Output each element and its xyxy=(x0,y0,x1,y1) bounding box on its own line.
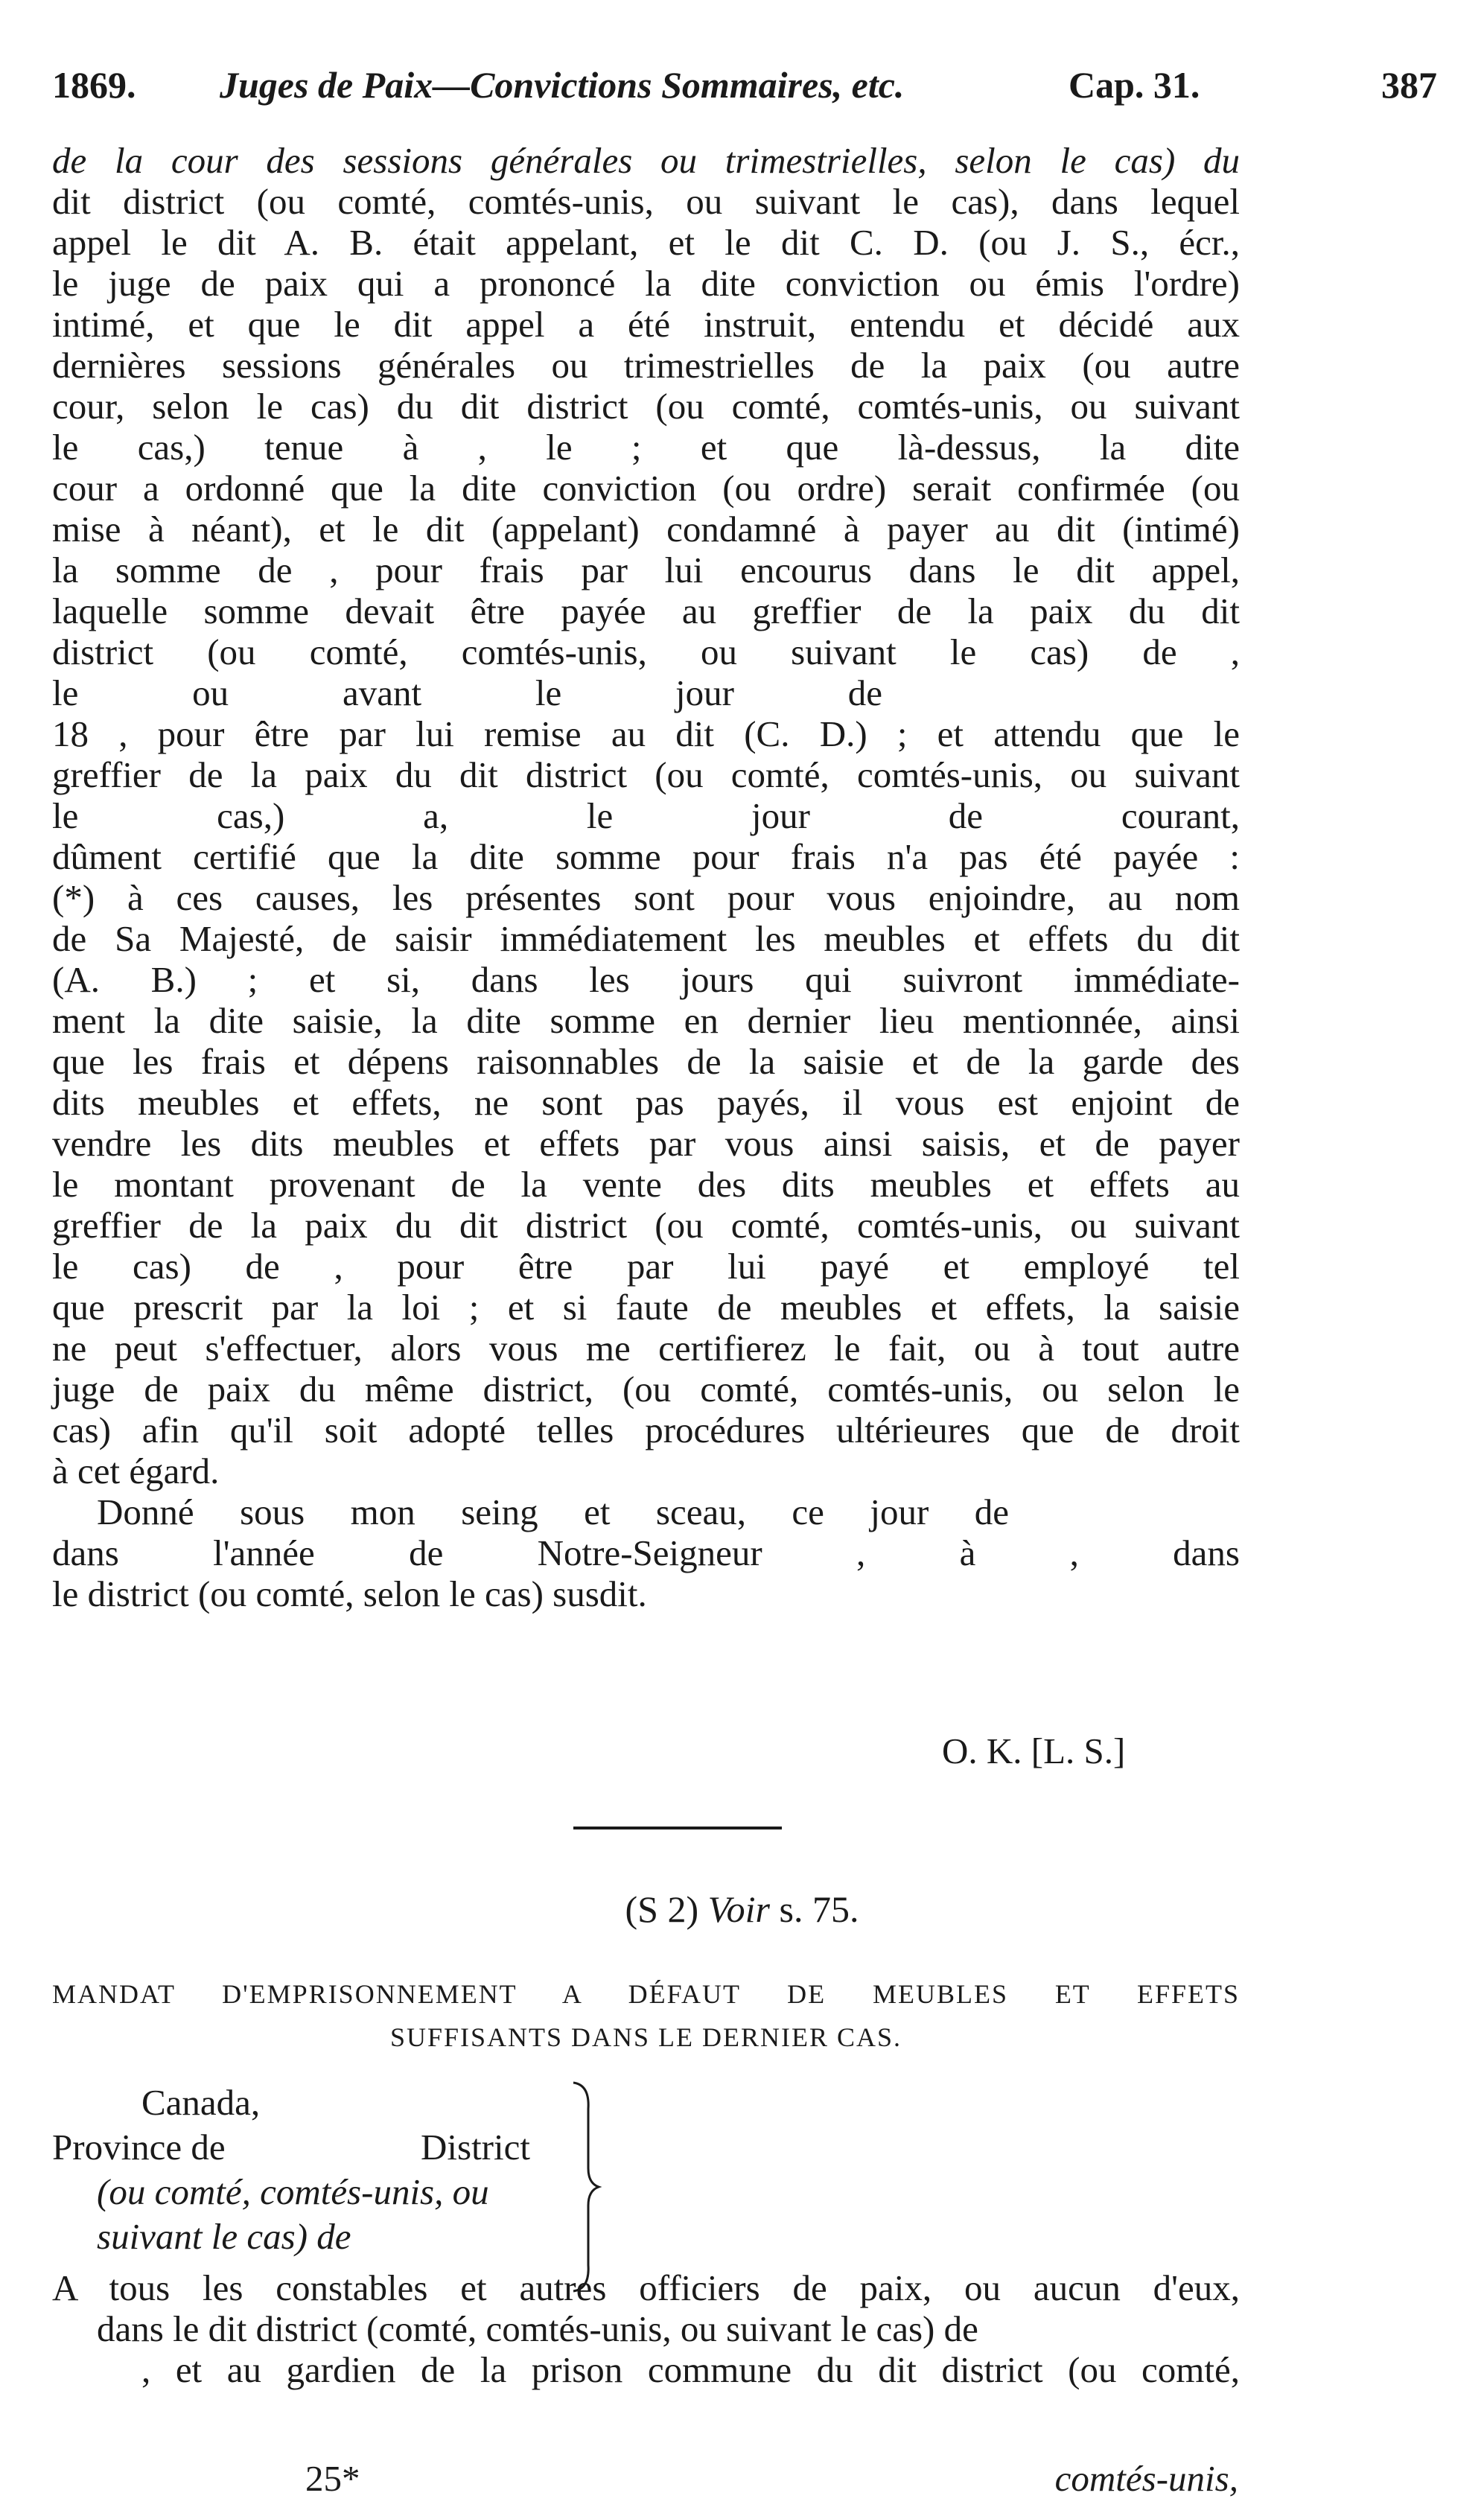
body-line: la somme de , pour frais par lui encourus dans le dit appel, xyxy=(52,550,1240,590)
form-title-line-1: MANDAT D'EMPRISONNEMENT A DÉFAUT DE MEUBLES ET EFFETS xyxy=(52,1979,1240,2009)
body-line: greffier de la paix du dit district (ou comté, comtés-unis, ou suivant xyxy=(52,754,1240,795)
body-line: le district (ou comté, selon le cas) susdit. xyxy=(52,1573,647,1614)
body-line: mise à néant), et le dit (appelant) condamné à payer au dit (intimé) xyxy=(52,509,1240,550)
body-line: ne peut s'effectuer, alors vous me certifierez le fait, ou à tout autre xyxy=(52,1328,1240,1369)
body-line: cas) afin qu'il soit adopté telles procédures ultérieures que de droit xyxy=(52,1410,1240,1450)
body-line: dits meubles et effets, ne sont pas payés, il vous est enjoint de xyxy=(52,1082,1240,1123)
body-line: Donné sous mon seing et sceau, ce jour de xyxy=(97,1491,1009,1532)
body-line: (A. B.) ; et si, dans les jours qui suivront immédiate- xyxy=(52,959,1240,1000)
body-line: à cet égard. xyxy=(52,1450,220,1491)
curly-brace-icon xyxy=(566,2079,611,2295)
body-line: appel le dit A. B. était appelant, et le dit C. D. (ou J. S., écr., xyxy=(52,222,1240,263)
location-ou-line: (ou comté, comtés-unis, ou xyxy=(97,2171,489,2212)
body-line: que les frais et dépens raisonnables de la saisie et de la garde des xyxy=(52,1041,1240,1082)
page-number: 387 xyxy=(1381,64,1437,106)
body-line: cour a ordonné que la dite conviction (ou ordre) serait confirmée (ou xyxy=(52,468,1240,509)
signature-mark: 25* xyxy=(305,2458,360,2499)
body-line: de la cour des sessions générales ou trimestrielles, selon le cas) du xyxy=(52,140,1240,181)
body-line: greffier de la paix du dit district (ou comté, comtés-unis, ou suivant xyxy=(52,1205,1240,1246)
body-line: dernières sessions générales ou trimestrielles de la paix (ou autre xyxy=(52,345,1240,386)
section-ref-voir: Voir xyxy=(707,1888,770,1930)
body-line: de Sa Majesté, de saisir immédiatement les meubles et effets du dit xyxy=(52,918,1240,959)
address-line: A tous les constables et autres officiers de paix, ou aucun d'eux, xyxy=(52,2267,1240,2308)
body-line: ment la dite saisie, la dite somme en dernier lieu mentionnée, ainsi xyxy=(52,1000,1240,1041)
body-line: dûment certifié que la dite somme pour frais n'a pas été payée : xyxy=(52,836,1240,877)
body-line: le cas,) tenue à , le ; et que là-dessus, la dite xyxy=(52,427,1240,468)
body-line: district (ou comté, comtés-unis, ou suivant le cas) de , xyxy=(52,631,1240,672)
body-line: le cas) de , pour être par lui payé et employé tel xyxy=(52,1246,1240,1287)
body-line: (*) à ces causes, les présentes sont pour vous enjoindre, au nom xyxy=(52,877,1240,918)
header-chapter: Cap. 31. xyxy=(1069,64,1200,106)
location-suivant-line: suivant le cas) de xyxy=(97,2216,351,2257)
body-line: vendre les dits meubles et effets par vous ainsi saisis, et de payer xyxy=(52,1123,1240,1164)
section-divider xyxy=(573,1827,782,1829)
section-reference xyxy=(0,1888,1484,1931)
body-line: 18 , pour être par lui remise au dit (C. D.) ; et attendu que le xyxy=(52,713,1240,754)
body-line: intimé, et que le dit appel a été instruit, entendu et décidé aux xyxy=(52,304,1240,345)
body-line: dit district (ou comté, comtés-unis, ou suivant le cas), dans lequel xyxy=(52,181,1240,222)
body-line: juge de paix du même district, (ou comté, comtés-unis, ou selon le xyxy=(52,1369,1240,1410)
body-line: le montant provenant de la vente des dits meubles et effets au xyxy=(52,1164,1240,1205)
continuation-word: comtés-unis, xyxy=(1054,2458,1238,2499)
body-line: le cas,) a, le jour de courant, xyxy=(52,795,1240,836)
header-year: 1869. xyxy=(52,64,136,106)
body-line: le juge de paix qui a prononcé la dite conviction ou émis l'ordre) xyxy=(52,263,1240,304)
header-title: Juges de Paix—Convictions Sommaires, etc. xyxy=(220,64,905,106)
address-line: , et au gardien de la prison commune du dit district (ou comté, xyxy=(141,2349,1240,2390)
body-line: laquelle somme devait être payée au greffier de la paix du dit xyxy=(52,590,1240,631)
body-line: que prescrit par la loi ; et si faute de meubles et effets, la saisie xyxy=(52,1287,1240,1328)
body-line: dans l'année de Notre-Seigneur , à , dans xyxy=(52,1532,1240,1573)
body-line: cour, selon le cas) du dit district (ou comté, comtés-unis, ou suivant xyxy=(52,386,1240,427)
signature-seal: O. K. [L. S.] xyxy=(942,1730,1126,1771)
location-canada: Canada, xyxy=(141,2082,261,2123)
section-ref-suffix: s. 75. xyxy=(779,1888,859,1930)
form-title-line-2: SUFFISANTS DANS LE DERNIER CAS. xyxy=(389,2022,902,2052)
section-ref-prefix: (S 2) xyxy=(625,1888,699,1930)
running-header xyxy=(52,63,1437,130)
location-province: Province de xyxy=(52,2127,226,2168)
address-line: dans le dit district (comté, comtés-unis, ou suivant le cas) de xyxy=(97,2308,978,2349)
location-district: District xyxy=(421,2127,530,2168)
body-line: le ou avant le jour de xyxy=(52,672,882,713)
